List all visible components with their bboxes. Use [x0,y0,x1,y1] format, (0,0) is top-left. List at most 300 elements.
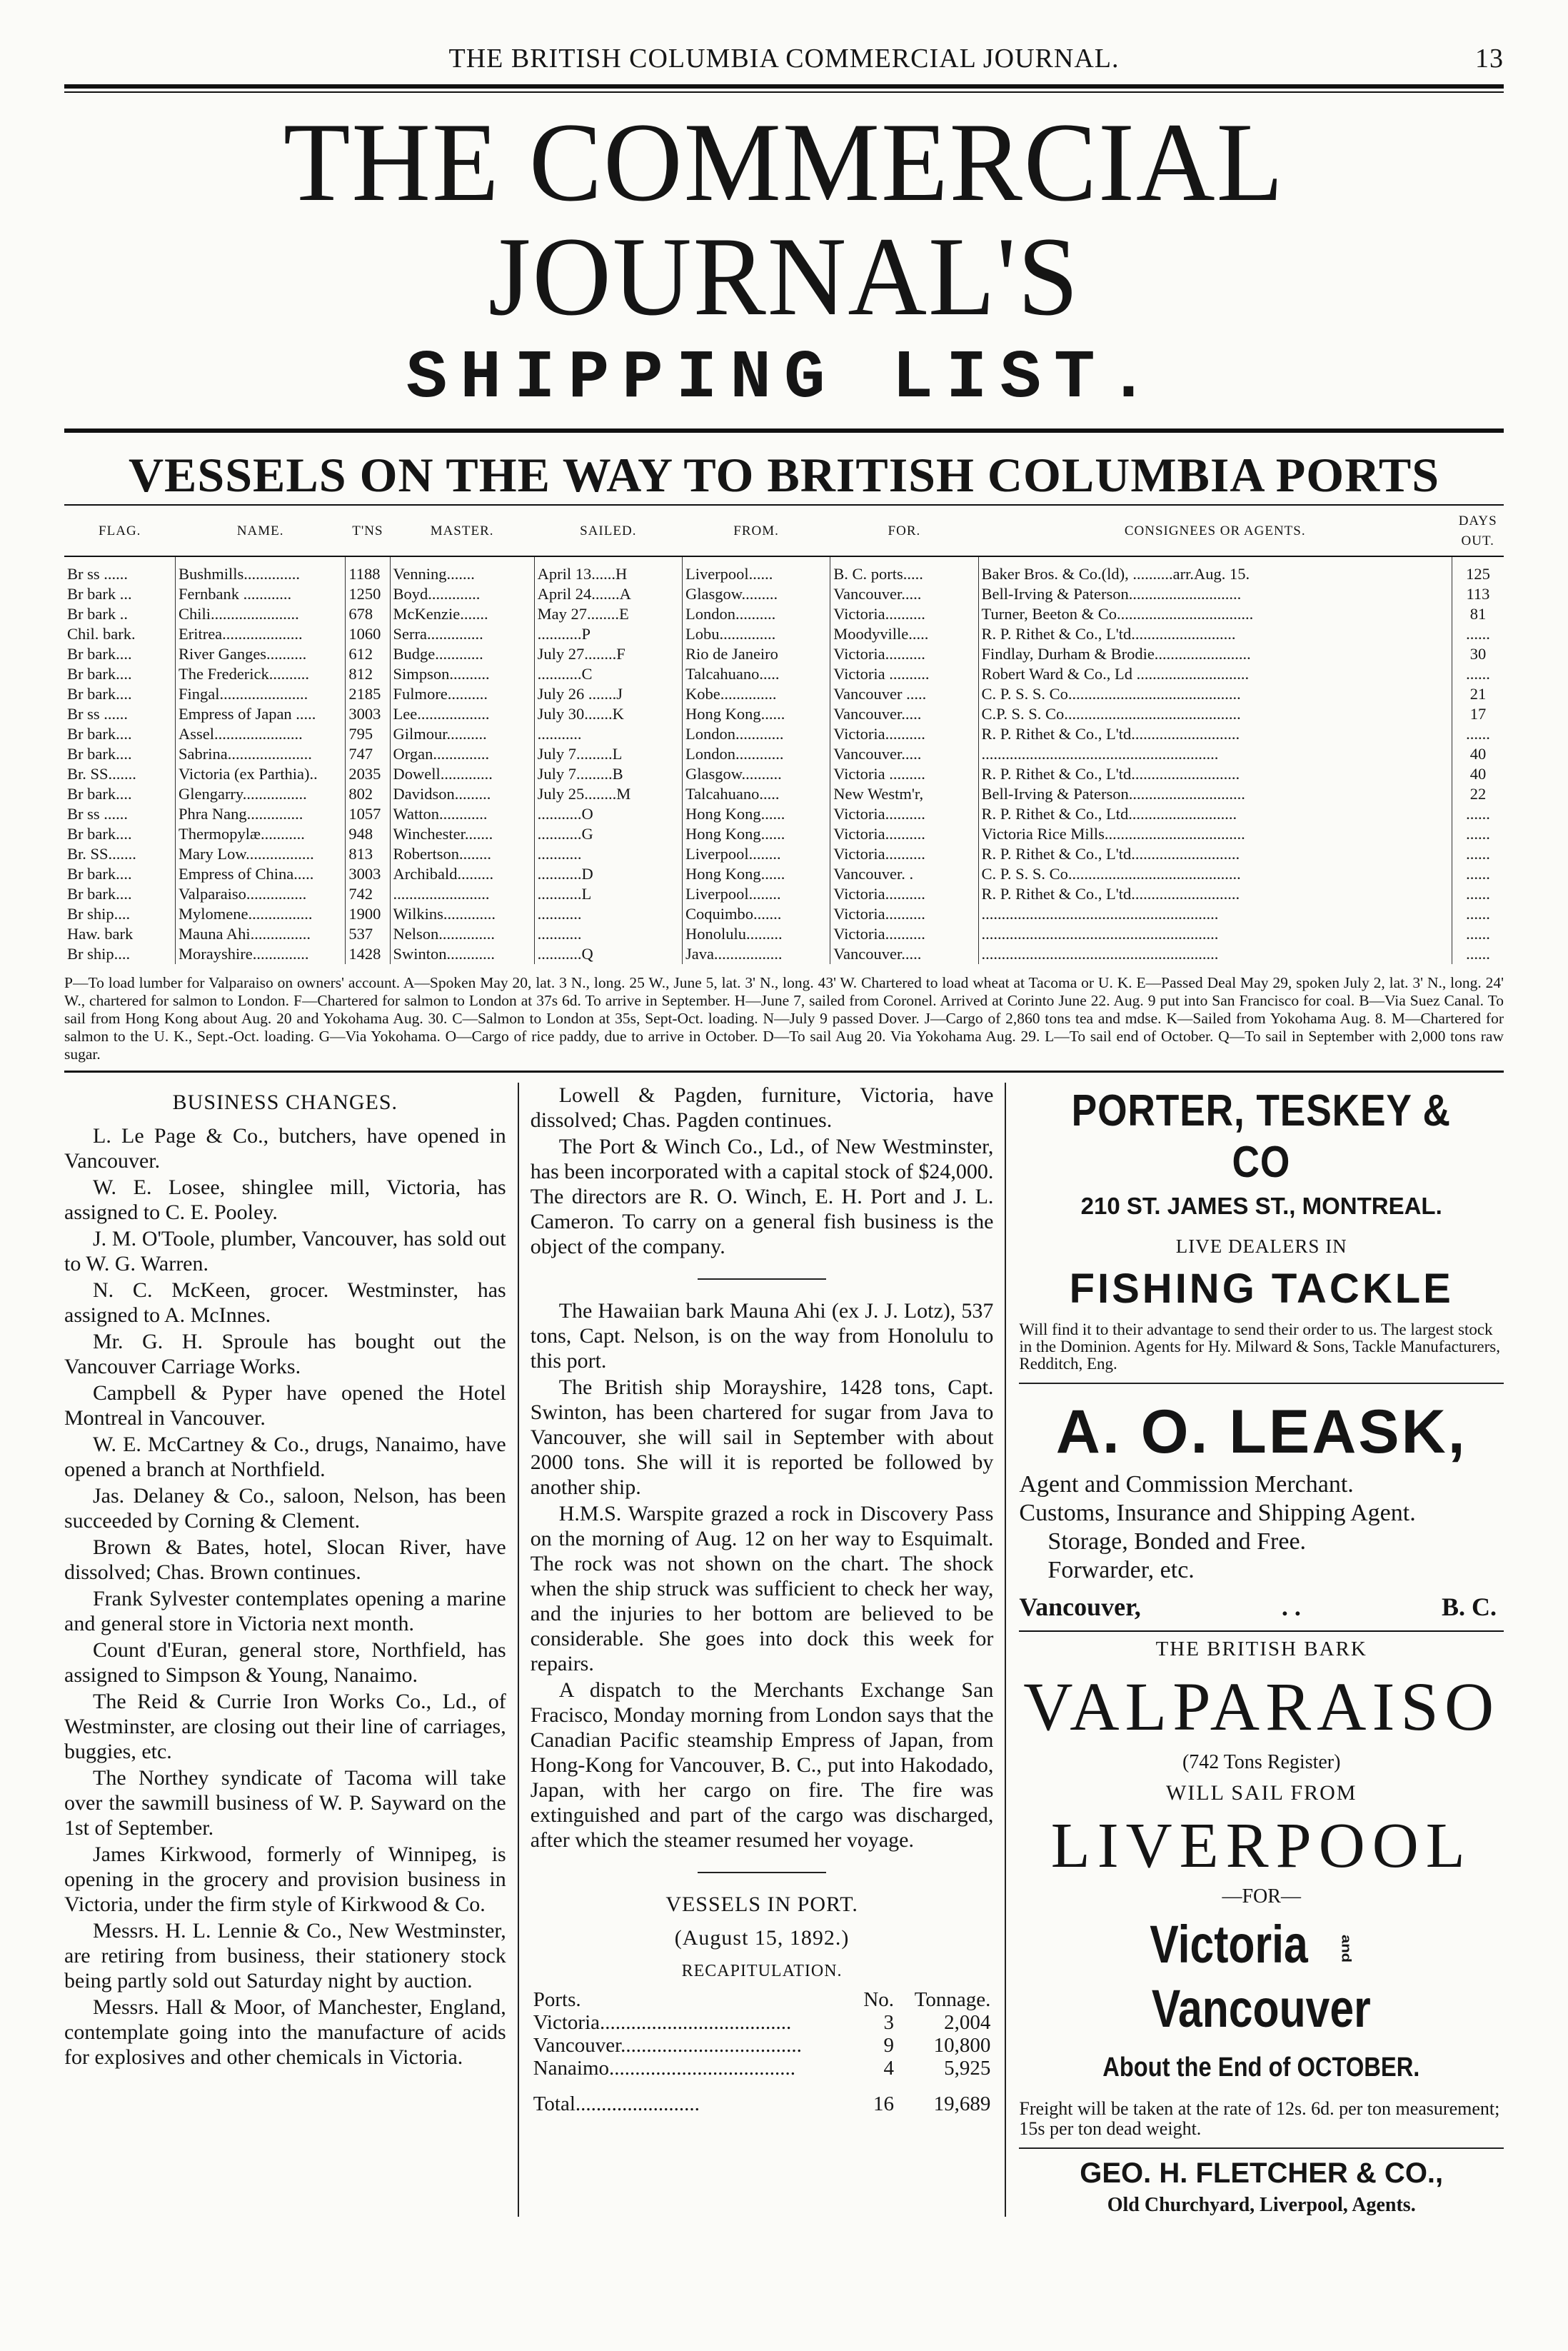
table-cell: Br bark.... [67,745,132,763]
table-cell: 747 [346,744,390,764]
table-cell: 3003 [346,704,390,724]
table-cell: Victoria.......... [830,924,978,944]
table-cell: Br bark.... [67,785,132,803]
table-row [64,744,1504,764]
table-cell: Victoria.......... [830,824,978,844]
table-cell: 1188 [346,564,390,584]
table-cell: Br bark.... [67,825,132,843]
table-cell: 30 [1452,644,1504,664]
table-row [64,644,1504,664]
leask-line-1: Agent and Commission Merchant. [1019,1471,1354,1498]
table-cell: Valparaiso............... [175,884,345,904]
table-cell: Br bark .. [67,605,128,623]
table-cell: ...........O [534,804,682,824]
table-cell: ...... [1452,844,1504,864]
table-cell: ........... [534,724,682,744]
porter-teskey-fine-print: Will find it to their advantage to send their order to us. The largest stock in the Dominion. Agents for Hy. Milward & Sons, Tackle Manufacturers, Redditch, Eng. [1019,1320,1500,1373]
table-cell: ........................................................... [978,924,1452,944]
table-cell: Br bark.... [67,885,132,903]
table-cell: Vancouver..... [830,744,978,764]
table-cell: ........................................................... [978,744,1452,764]
table-row [64,724,1504,744]
destination-and: and [1340,1934,1355,1963]
valparaiso-name: VALPARAISO [1023,1668,1500,1745]
table-cell: ........................................................... [978,904,1452,924]
table-cell: Haw. bark [67,925,134,943]
business-change-item: Campbell & Pyper have opened the Hotel Montreal in Vancouver. [64,1381,506,1430]
table-cell: ...........P [534,624,682,644]
masthead-title: THE COMMERCIAL JOURNAL'S [283,100,1285,339]
header-rule [64,84,1504,89]
leask-place [1019,1592,1504,1622]
valparaiso-for-label: —FOR— [1222,1885,1301,1908]
table-cell: Br bark.... [67,865,132,883]
column-header: SAILED. [534,510,682,556]
table-cell: 742 [346,884,390,904]
table-cell: ...........G [534,824,682,844]
table-cell: ...........D [534,864,682,884]
table-cell: ...... [1452,904,1504,924]
news-column [519,1083,1007,2217]
table-cell: R. P. Rithet & Co., L'td........................... [978,844,1452,864]
table-cell: Victoria.......... [830,844,978,864]
table-cell: July 7.........B [534,764,682,784]
table-cell: Phra Nang.............. [175,804,345,824]
table-cell: 1250 [346,584,390,604]
table-cell: Glasgow.......... [682,764,830,784]
table-row [64,704,1504,724]
leask-line-3: Storage, Bonded and Free. [1047,1528,1307,1555]
table-cell: R. P. Rithet & Co., L'td........................... [978,884,1452,904]
port-total-no: 16 [873,2092,895,2115]
table-cell: Vancouver ..... [830,684,978,704]
news-item: Lowell & Pagden, furniture, Victoria, have dissolved; Chas. Pagden continues. [530,1083,994,1132]
table-cell: Rio de Janeiro [682,644,830,664]
table-cell: New Westm'r, [830,784,978,804]
table-row [64,864,1504,884]
table-cell: Empress of China..... [175,864,345,884]
table-row [64,624,1504,644]
table-cell: ...... [1452,624,1504,644]
table-cell: Liverpool...... [682,564,830,584]
table-cell: Br ss ...... [67,705,129,723]
table-cell: Vancouver. . [830,864,978,884]
table-cell: Br bark.... [67,685,132,703]
business-change-item: James Kirkwood, formerly of Winnipeg, is opening in the grocery and provision business in Victoria, under the firm style of Kirkwood & Co. [64,1843,506,1916]
port-row [531,2034,994,2057]
leask-province: B. C. [1442,1593,1497,1621]
table-cell: Fulmore.......... [390,684,534,704]
port-table-header [531,1988,994,2011]
table-cell: Bell-Irving & Paterson............................ [978,584,1452,604]
table-cell: Br bark.... [67,725,132,743]
valparaiso-sailing-date: About the End of OCTOBER. [1102,2052,1420,2082]
column-header: NAME. [175,510,345,556]
porter-teskey-name: PORTER, TESKEY & CO [1072,1086,1452,1187]
leask-city: Vancouver, [1019,1593,1141,1621]
port-total-tonnage: 19,689 [933,2092,991,2115]
business-changes-list [64,1123,506,2070]
table-header-row [64,510,1504,556]
table-cell: Br bark ... [67,585,132,603]
leask-name: A. O. LEASK, [1055,1398,1467,1466]
table-cell: ...... [1452,664,1504,684]
ad-divider [1019,1383,1504,1384]
table-cell: Boyd............. [390,584,534,604]
column-header: T'NS [346,510,390,556]
table-cell: 81 [1452,604,1504,624]
table-cell: Victoria.......... [830,884,978,904]
table-cell: Serra.............. [390,624,534,644]
table-cell: Vancouver..... [830,584,978,604]
table-cell: Victoria.......... [830,604,978,624]
business-change-item: Messrs. Hall & Moor, of Manchester, England, contemplate going into the manufacture of acids for explosives and other chemicals in Victoria. [64,1995,506,2069]
section-rule-thin [64,504,1504,506]
table-row [64,804,1504,824]
running-head [64,43,1504,74]
port-row [531,2011,994,2034]
recapitulation-label: RECAPITULATION. [681,1962,843,1980]
table-cell: Dowell............. [390,764,534,784]
table-cell: 40 [1452,764,1504,784]
table-cell: Victoria .......... [830,664,978,684]
table-cell: 813 [346,844,390,864]
port-cell: 9 [883,2034,895,2057]
table-cell: 3003 [346,864,390,884]
table-cell: 1900 [346,904,390,924]
business-change-item: The Reid & Currie Iron Works Co., Ld., of Westminster, are closing out their line of carriages, buggies, etc. [64,1690,506,1763]
masthead-subtitle: SHIPPING LIST. [406,339,1162,417]
port-cell: Vancouver................................... [533,2034,802,2057]
table-cell: 537 [346,924,390,944]
table-cell: Talcahuano..... [682,784,830,804]
table-cell: 678 [346,604,390,624]
table-cell: Davidson......... [390,784,534,804]
table-cell: 40 [1452,744,1504,764]
business-change-item: Messrs. H. L. Lennie & Co., New Westminster, are retiring from business, their stationery stock being partly sold out Saturday night by auction. [64,1919,506,1992]
section-rule [64,428,1504,433]
port-col-tonnage: Tonnage. [914,1988,991,2011]
table-row [64,664,1504,684]
table-row [64,844,1504,864]
port-cell: 2,004 [944,2011,991,2034]
valparaiso-freight-rates: Freight will be taken at the rate of 12s. 6d. per ton measurement; 15s per ton dead weight. [1019,2099,1504,2149]
table-row [64,684,1504,704]
table-cell: Hong Kong...... [682,804,830,824]
news-item: The British ship Morayshire, 1428 tons, Capt. Swinton, has been chartered for sugar from Java to Vancouver, she will sail in September with about 2000 tons. She will it is reported be followed by another ship. [530,1375,994,1499]
page-number: 13 [1475,44,1504,74]
table-cell: London............ [682,724,830,744]
table-cell: London.......... [682,604,830,624]
table-cell: Wilkins............. [390,904,534,924]
port-col-no: No. [863,1988,895,2011]
table-cell: ........... [534,924,682,944]
port-cell: 4 [883,2057,895,2080]
table-cell: July 25........M [534,784,682,804]
table-cell: London............ [682,744,830,764]
table-cell: Winchester....... [390,824,534,844]
table-cell: Victoria.......... [830,904,978,924]
column-header: CONSIGNEES OR AGENTS. [978,510,1452,556]
table-cell: Glasgow......... [682,584,830,604]
valparaiso-sail-label: WILL SAIL FROM [1165,1781,1357,1805]
table-cell: Victoria (ex Parthia).. [175,764,345,784]
table-body [64,556,1504,964]
divider [531,1266,994,1291]
shipping-table [64,510,1504,964]
table-cell: Mauna Ahi............... [175,924,345,944]
shipping-notes: P—To load lumber for Valparaiso on owners' account. A—Spoken May 20, lat. 3 N., long. 25 W., June 5, lat. 3' N., long. 43' W. Chartered to load wheat at Tacoma or U. K. E—Passed Deal May 29, spoken July 2, lat. 3' N., long. 24' W., chartered for salmon to London. F—Chartered for salmon to London at 37s 6d. To arrive in September. H—June 7, sailed from Coronel. Arrived at Corinto June 22. Aug. 9 put into San Francisco for coal. B—Via Suez Canal. To sail from Hong Kong about Aug. 20 and Yokohama Aug. 30. C—Salmon to London at 35s, Sept-Oct. loading. N—July 9 passed Dover. J—Cargo of 2,860 tons tea and mdse. K—Sailed from Yokohama Aug. 8. M—Chartered for salmon to the U. K., Sept.-Oct. loading. G—Via Yokohama. O—Cargo of rice paddy, due to arrive in October. D—To sail Aug 20. Via Yokohama Aug. 29. L—To sail end of October. Q—To sail in September with 2,000 tons raw sugar. [64,974,1504,1073]
table-cell: Simpson.......... [390,664,534,684]
running-title: THE BRITISH COLUMBIA COMMERCIAL JOURNAL. [448,44,1120,74]
business-change-item: W. E. Losee, shinglee mill, Victoria, has assigned to C. E. Pooley. [64,1176,506,1224]
table-cell: R. P. Rithet & Co., Ltd........................... [978,804,1452,824]
leask-line-4: Forwarder, etc. [1047,1557,1195,1583]
valparaiso-origin: LIVERPOOL [1050,1810,1472,1881]
table-cell: Sabrina..................... [175,744,345,764]
table-row [64,944,1504,964]
table-cell: Victoria.......... [830,724,978,744]
table-cell: Glengarry................ [175,784,345,804]
table-cell: 612 [346,644,390,664]
column-header: FROM. [682,510,830,556]
table-cell: Gilmour.......... [390,724,534,744]
column-header: FOR. [830,510,978,556]
table-row [64,604,1504,624]
table-cell: Chili...................... [175,604,345,624]
news-item: The Port & Winch Co., Ld., of New Westminster, has been incorporated with a capital stock of $24,000. The directors are R. O. Winch, E. H. Port and J. L. Cameron. To carry on a general fish business is the object of the company. [530,1135,994,1258]
table-cell: R. P. Rithet & Co., L'td........................... [978,764,1452,784]
table-cell: ........... [534,844,682,864]
news-item: A dispatch to the Merchants Exchange San Fracisco, Monday morning from London says that the Canadian Pacific steamship Empress of Japan, from Hong-Kong for Vancouver, B. C., put into Hakodado, Japan, with her cargo on fire. The fire was extinguished and part of the cargo was discharged, after which the steamer resumed her voyage. [530,1678,994,1852]
table-cell: Honolulu......... [682,924,830,944]
table-cell: July 7.........L [534,744,682,764]
table-cell: R. P. Rithet & Co., L'td........................... [978,724,1452,744]
table-cell: Moodyville..... [830,624,978,644]
table-cell: Br bark.... [67,665,132,683]
valparaiso-agent-address: Old Churchyard, Liverpool, Agents. [1107,2194,1416,2216]
table-cell: Victoria.......... [830,804,978,824]
table-cell: River Ganges.......... [175,644,345,664]
table-cell: Mary Low................. [175,844,345,864]
table-cell: Venning....... [390,564,534,584]
table-cell: 22 [1452,784,1504,804]
fishing-tackle-label: FISHING TACKLE [1069,1265,1454,1312]
table-cell: 125 [1452,564,1504,584]
table-cell: ...... [1452,924,1504,944]
table-cell: C. P. S. S. Co........................................... [978,684,1452,704]
table-cell: ...... [1452,884,1504,904]
table-cell: Br ship.... [67,905,131,923]
column-header: FLAG. [64,510,175,556]
table-cell: B. C. ports..... [830,564,978,584]
port-cell: 3 [883,2011,895,2034]
table-cell: Hong Kong...... [682,704,830,724]
table-cell: Empress of Japan ..... [175,704,345,724]
table-cell: Victoria Rice Mills................................... [978,824,1452,844]
business-change-item: The Northey syndicate of Tacoma will take over the sawmill business of W. P. Sayward on the 1st of September. [64,1766,506,1840]
port-col-ports: Ports. [533,1988,581,2011]
table-cell: 17 [1452,704,1504,724]
table-cell: Budge............ [390,644,534,664]
table-cell: 795 [346,724,390,744]
table-cell: ...... [1452,824,1504,844]
vessels-in-port-heading: VESSELS IN PORT. [665,1893,858,1916]
table-cell: ...... [1452,804,1504,824]
table-cell: Turner, Beeton & Co.................................. [978,604,1452,624]
business-changes-heading: BUSINESS CHANGES. [172,1091,398,1114]
live-dealers-label: LIVE DEALERS IN [1175,1235,1347,1257]
table-cell: Br. SS....... [67,765,136,783]
table-cell: Coquimbo....... [682,904,830,924]
table-cell: ...........C [534,664,682,684]
table-cell: 113 [1452,584,1504,604]
newspaper-page [64,43,1504,2217]
table-cell: Vancouver..... [830,704,978,724]
vessels-in-port-date: (August 15, 1892.) [674,1926,850,1950]
table-cell: 2035 [346,764,390,784]
port-row [531,2057,994,2080]
table-cell: ........... [534,904,682,924]
table-cell: The Frederick.......... [175,664,345,684]
port-cell: Victoria..................................... [533,2011,792,2034]
table-cell: Lee.................. [390,704,534,724]
table-cell: Organ.............. [390,744,534,764]
column-header: DAYS OUT. [1452,510,1504,556]
table-cell: Victoria ......... [830,764,978,784]
column-header: MASTER. [390,510,534,556]
table-row [64,904,1504,924]
table-cell: Assel...................... [175,724,345,744]
table-row [64,884,1504,904]
port-total-row [531,2092,994,2115]
table-cell: C. P. S. S. Co........................................... [978,864,1452,884]
table-cell: Liverpool........ [682,884,830,904]
table-cell: ........................................................... [978,944,1452,964]
table-cell: 21 [1452,684,1504,704]
header-rule-thin [64,91,1504,93]
table-cell: Vancouver..... [830,944,978,964]
table-cell: Eritrea.................... [175,624,345,644]
table-cell: Mylomene................ [175,904,345,924]
table-cell: Br bark.... [67,645,132,663]
leask-line-2: Customs, Insurance and Shipping Agent. [1019,1500,1416,1526]
table-cell: 812 [346,664,390,684]
port-cell: Nanaimo.................................... [533,2057,796,2080]
table-cell: Watton............ [390,804,534,824]
table-cell: 1060 [346,624,390,644]
table-cell: Bell-Irving & Paterson............................. [978,784,1452,804]
table-row [64,784,1504,804]
table-cell: 802 [346,784,390,804]
table-cell: ...... [1452,944,1504,964]
table-cell: Lobu.............. [682,624,830,644]
table-cell: 1428 [346,944,390,964]
ad-divider [1019,1630,1504,1632]
table-row [64,564,1504,584]
porter-teskey-address: 210 ST. JAMES ST., MONTREAL. [1080,1193,1442,1219]
business-change-item: Count d'Euran, general store, Northfield, has assigned to Simpson & Young, Nanaimo. [64,1638,506,1687]
table-cell: July 30.......K [534,704,682,724]
table-cell: July 27........F [534,644,682,664]
table-cell: Hong Kong...... [682,864,830,884]
table-cell: ...... [1452,864,1504,884]
table-cell: ...........Q [534,944,682,964]
table-cell: Thermopylæ........... [175,824,345,844]
table-row [64,924,1504,944]
table-cell: ........................ [390,884,534,904]
table-cell: McKenzie....... [390,604,534,624]
destination-vancouver: Vancouver [1152,1979,1372,2038]
table-cell: Br ship.... [67,945,131,963]
destination-victoria: Victoria [1150,1915,1309,1974]
table-cell: Br ss ...... [67,565,129,583]
table-cell: April 24.......A [534,584,682,604]
news-group-1 [531,1083,994,1259]
table-cell: Swinton............ [390,944,534,964]
table-cell: 948 [346,824,390,844]
table-cell: Hong Kong...... [682,824,830,844]
table-row [64,824,1504,844]
table-cell: April 13......H [534,564,682,584]
table-cell: Victoria.......... [830,644,978,664]
table-cell: July 26 .......J [534,684,682,704]
table-cell: Fingal...................... [175,684,345,704]
valparaiso-destinations [1062,1913,1459,2041]
table-cell: Morayshire.............. [175,944,345,964]
table-cell: 2185 [346,684,390,704]
table-cell: May 27........E [534,604,682,624]
valparaiso-tons: (742 Tons Register) [1182,1751,1341,1773]
business-change-item: J. M. O'Toole, plumber, Vancouver, has sold out to W. G. Warren. [64,1227,506,1275]
divider [531,1860,994,1885]
table-cell: Findlay, Durham & Brodie........................ [978,644,1452,664]
news-item: The Hawaiian bark Mauna Ahi (ex J. J. Lotz), 537 tons, Capt. Nelson, is on the way from Honolulu to this port. [530,1299,994,1373]
table-cell: Fernbank ............ [175,584,345,604]
port-cell: 5,925 [944,2057,991,2080]
business-change-item: L. Le Page & Co., butchers, have opened in Vancouver. [64,1124,506,1173]
business-change-item: Mr. G. H. Sproule has bought out the Vancouver Carriage Works. [64,1330,506,1378]
news-group-2 [531,1298,994,1853]
business-change-item: N. C. McKeen, grocer. Westminster, has assigned to A. McInnes. [64,1278,506,1327]
table-cell: R. P. Rithet & Co., L'td.......................... [978,624,1452,644]
table-cell: Robertson........ [390,844,534,864]
table-cell: Br ss ...... [67,805,129,823]
table-cell: Archibald......... [390,864,534,884]
table-cell: ...... [1452,724,1504,744]
table-cell: C.P. S. S. Co............................................ [978,704,1452,724]
business-changes-column [64,1083,519,2217]
table-cell: Robert Ward & Co., Ld ............................ [978,664,1452,684]
three-columns [64,1083,1504,2217]
port-rows [531,2011,994,2080]
news-item: H.M.S. Warspite grazed a rock in Discovery Pass on the morning of Aug. 12 on her way to Esquimalt. The rock was not shown on the chart. The shock when the ship struck was sufficient to check her way, and the injuries to her bottom are believed to be considerable. She goes into dock this week for repairs. [530,1502,994,1675]
table-cell: Br. SS....... [67,845,136,863]
table-cell: 1057 [346,804,390,824]
business-change-item: Frank Sylvester contemplates opening a marine and general store in Victoria next month. [64,1587,506,1635]
business-change-item: W. E. McCartney & Co., drugs, Nanaimo, have opened a branch at Northfield. [64,1433,506,1481]
business-change-item: Jas. Delaney & Co., saloon, Nelson, has been succeeded by Corning & Clement. [64,1484,506,1533]
valparaiso-agent-name: GEO. H. FLETCHER & CO., [1080,2157,1444,2189]
table-cell: Java................. [682,944,830,964]
ads-column [1006,1083,1504,2217]
section-heading: VESSELS ON THE WAY TO BRITISH COLUMBIA PORTS [128,448,1440,502]
table-cell: Bushmills.............. [175,564,345,584]
table-cell: Kobe.............. [682,684,830,704]
table-cell: Chil. bark. [67,625,136,643]
table-row [64,584,1504,604]
table-cell: Nelson.............. [390,924,534,944]
